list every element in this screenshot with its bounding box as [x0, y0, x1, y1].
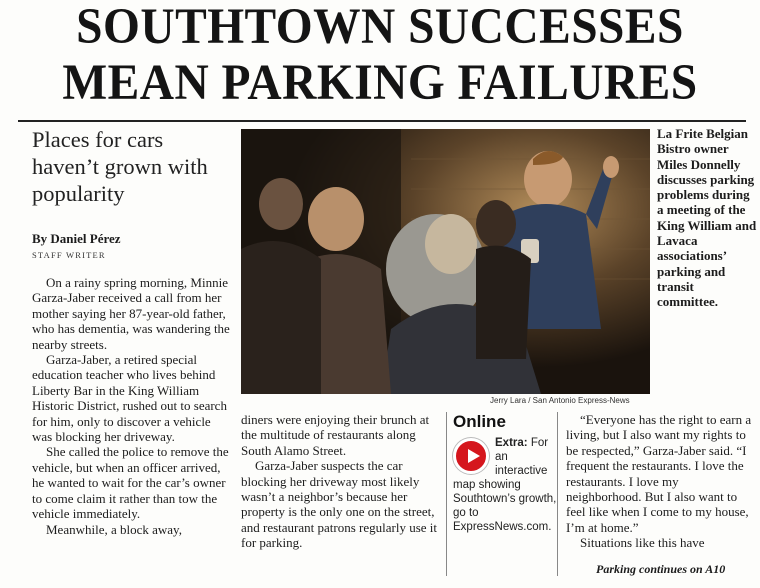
jump-line: Parking continues on A10 — [596, 562, 726, 576]
photo-cutline: La Frite Belgian Bistro owner Miles Donnelly discusses parking problems during a meeting of the King William and Lavaca associations’ parking and transit committee. — [657, 126, 757, 310]
paragraph: Garza-Jaber suspects the car blocking her driveway most likely wasn’t a neighbor’s because her property is the only one on the street, and restaurant patrons regularly use it for parking. — [241, 458, 438, 551]
photo-credit: Jerry Lara / San Antonio Express-News — [490, 396, 630, 405]
article-column-1 — [32, 275, 232, 537]
headline-line-2: MEAN PARKING FAILURES — [62, 55, 698, 111]
article-column-3 — [566, 412, 752, 551]
paragraph: Meanwhile, a block away, — [46, 521, 182, 537]
article-column-2 — [241, 412, 441, 551]
paragraph: Situations like this have — [580, 535, 705, 551]
photo-illustration — [241, 129, 650, 394]
online-text: For an interactive map showing Southtown’s growth, go to ExpressNews.com. — [453, 437, 557, 533]
online-body — [453, 436, 557, 534]
headline-line-1: SOUTHTOWN SUCCESSES — [76, 0, 684, 55]
paragraph: On a rainy spring morning, Minnie Garza-Jaber received a call from her mother saying her 87-year-old father, who has dementia, was wandering the nearby streets. — [32, 275, 230, 352]
play-icon[interactable] — [453, 438, 489, 474]
news-photo — [241, 129, 650, 394]
paragraph: diners were enjoying their brunch at the multitude of restaurants along South Alamo Street. — [241, 412, 430, 458]
online-title: Online — [453, 412, 506, 431]
deck: Places for cars haven’t grown with popularity — [32, 127, 208, 206]
byline-title: STAFF WRITER — [32, 250, 106, 260]
extra-label: Extra: — [495, 437, 528, 449]
paragraph: “Everyone has the right to earn a living, but I also want my rights to be respected,” Garza-Jaber said. “I frequent the restaurants. I love the restaurants. I love my neighborhood. But I also want to feel like when I come to my house, I’m at home.” — [566, 412, 752, 535]
byline: By Daniel Pérez — [32, 231, 121, 246]
paragraph: Garza-Jaber, a retired special education teacher who lives behind Liberty Bar in the King William Historic District, rushed out to search for him, only to discover a vehicle was blocking her driveway. — [32, 352, 227, 445]
online-box — [446, 412, 558, 576]
headline-rule — [18, 120, 746, 122]
paragraph: She called the police to remove the vehicle, but when an officer arrived, he wanted to wait for the car’s owner to come claim it rather than tow the vehicle immediately. — [32, 444, 229, 522]
